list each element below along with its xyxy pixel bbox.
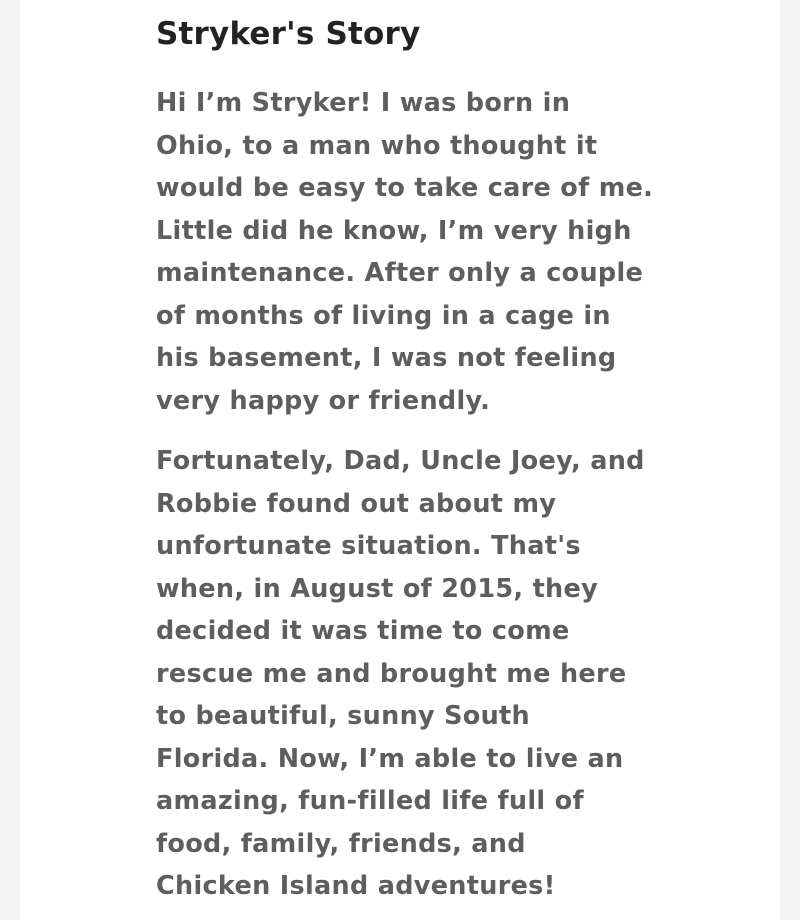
paragraph-line: would be easy to take care of me. [156, 173, 654, 203]
paragraph-line: to beautiful, sunny South [156, 701, 530, 731]
paragraph-line: his basement, I was not feeling [156, 343, 617, 373]
paragraph-line: when, in August of 2015, they [156, 573, 599, 604]
paragraph-line: Fortunately, Dad, Uncle Joey, and [156, 446, 645, 476]
story-paragraph-1 [156, 82, 656, 422]
page-background [20, 0, 780, 920]
paragraph-line: Ohio, to a man who thought it [156, 130, 598, 161]
paragraph-line: Little did he know, I’m very high [156, 215, 632, 246]
paragraph-line: very happy or friendly. [156, 385, 491, 416]
paragraph-line: decided it was time to come [156, 616, 570, 646]
paragraph-line: food, family, friends, and [156, 828, 526, 859]
paragraph-line: unfortunate situation. That's [156, 531, 581, 561]
paragraph-line: of months of living in a cage in [156, 300, 611, 331]
paragraph-line: rescue me and brought me here [156, 658, 627, 689]
story-paragraph-2 [156, 440, 656, 908]
paragraph-line: Robbie found out about my [156, 488, 557, 519]
story-section [156, 10, 656, 908]
paragraph-line: Florida. Now, I’m able to live an [156, 743, 624, 774]
paragraph-line: amazing, fun-filled life full of [156, 786, 584, 816]
paragraph-line: Hi I’m Stryker! I was born in [156, 88, 571, 118]
paragraph-line: Chicken Island adventures! [156, 871, 556, 901]
paragraph-line: maintenance. After only a couple [156, 258, 644, 288]
story-title: Stryker's Story [156, 16, 421, 52]
